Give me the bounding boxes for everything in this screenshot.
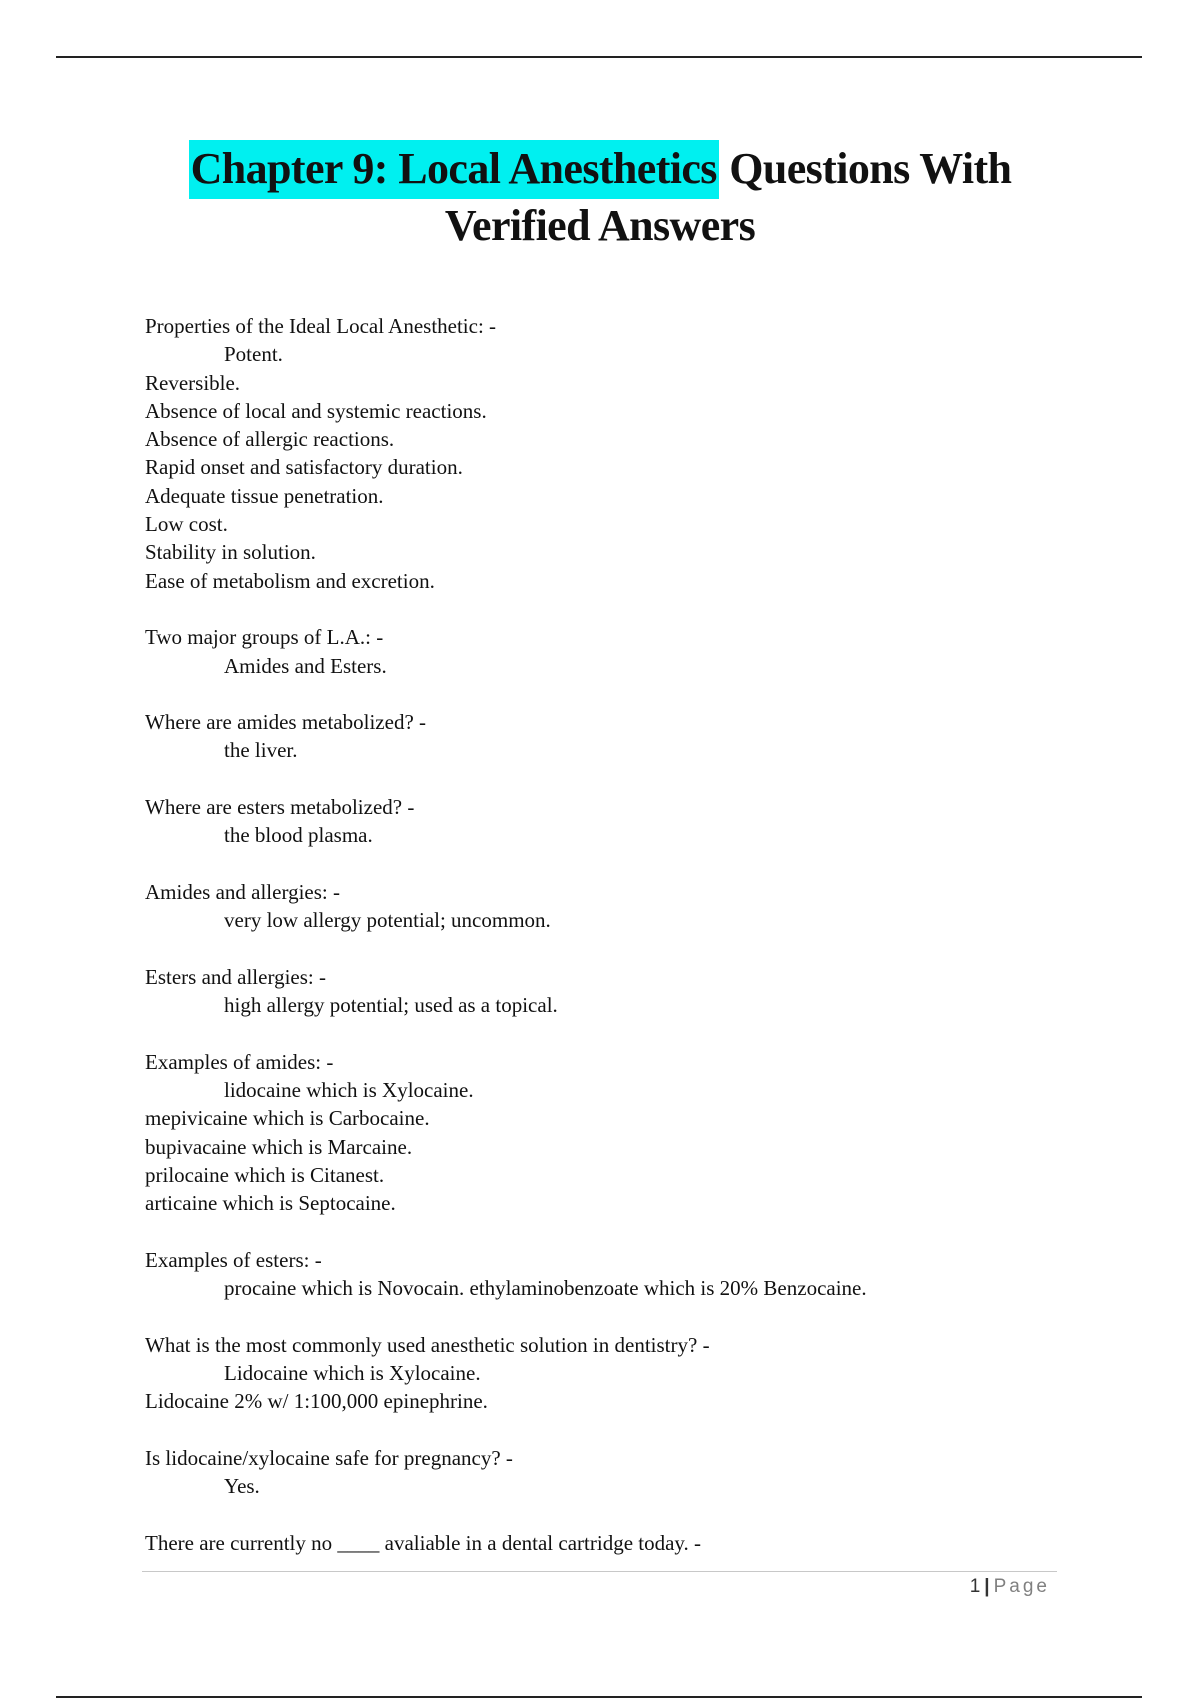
question-text: Where are amides metabolized? - [145,710,427,735]
qa-item [145,878,1055,935]
page-number: 1 [969,1576,981,1597]
answer-continuation-text: Reversible. [145,370,241,395]
qa-list [145,312,1055,1585]
answer-continuation-text: Stability in solution. [145,540,316,565]
footer-rule [142,1571,1057,1572]
qa-item [145,1048,1055,1218]
question-text: Is lidocaine/xylocaine safe for pregnancy? - [145,1445,513,1470]
title-text-line1: Questions With [718,144,1012,193]
answer-text: very low allergy potential; uncommon. [224,908,551,933]
header-rule [56,56,1142,58]
answer-text: Potent. [224,342,283,367]
page-separator: | [984,1576,990,1597]
answer-text: Lidocaine which is Xylocaine. [224,1360,481,1385]
qa-item [145,1529,1055,1557]
qa-item [145,1444,1055,1501]
title-text-line2: Verified Answers [444,201,756,250]
question-text: Amides and allergies: - [145,879,340,904]
question-text: What is the most commonly used anesthetic solution in dentistry? - [145,1332,710,1357]
title-highlighted-text: Chapter 9: Local Anesthetics [189,140,719,199]
answer-text: high allergy potential; used as a topical. [224,993,558,1018]
page-label: Page [993,1576,1050,1597]
answer-continuation-text: mepivicaine which is Carbocaine. [145,1106,430,1131]
answer-continuation-text: prilocaine which is Citanest. [145,1162,385,1187]
page-footer [970,1576,1050,1598]
answer-continuation-text: Absence of allergic reactions. [145,427,395,452]
qa-item [145,312,1055,595]
answer-continuation-text: bupivacaine which is Marcaine. [145,1134,413,1159]
qa-item [145,1246,1055,1303]
answer-continuation-text: Absence of local and systemic reactions. [145,398,487,423]
answer-continuation-text: Adequate tissue penetration. [145,483,384,508]
answer-continuation-text: Rapid onset and satisfactory duration. [145,455,463,480]
answer-text: the liver. [224,738,298,763]
qa-item [145,793,1055,850]
qa-item [145,963,1055,1020]
question-text: Two major groups of L.A.: - [145,625,384,650]
qa-item [145,708,1055,765]
bottom-rule [56,1696,1142,1698]
answer-text: Amides and Esters. [224,653,387,678]
qa-item [145,623,1055,680]
question-text: There are currently no ____ avaliable in a dental cartridge today. - [145,1530,702,1555]
answer-continuation-text: Ease of metabolism and excretion. [145,568,435,593]
page-title [145,140,1055,254]
answer-continuation-text: Low cost. [145,512,228,537]
qa-item [145,1331,1055,1416]
answer-continuation-text: articaine which is Septocaine. [145,1191,396,1216]
question-text: Esters and allergies: - [145,964,326,989]
answer-text: procaine which is Novocain. ethylaminobenzoate which is 20% Benzocaine. [224,1276,867,1301]
answer-text: the blood plasma. [224,823,373,848]
answer-text: lidocaine which is Xylocaine. [224,1078,474,1103]
question-text: Where are esters metabolized? - [145,795,415,820]
question-text: Properties of the Ideal Local Anesthetic: - [145,314,497,338]
question-text: Examples of esters: - [145,1247,322,1272]
answer-text: Yes. [224,1474,260,1499]
question-text: Examples of amides: - [145,1049,334,1074]
answer-continuation-text: Lidocaine 2% w/ 1:100,000 epinephrine. [145,1389,488,1414]
